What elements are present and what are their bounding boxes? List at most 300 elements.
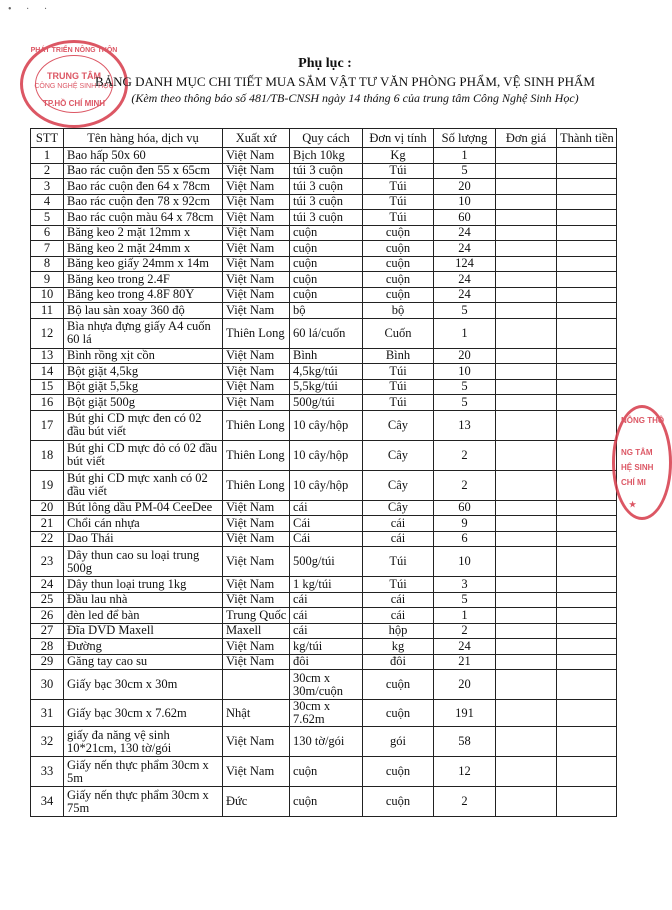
cell-spec: kg/túi	[290, 639, 363, 655]
cell-spec: cái	[290, 592, 363, 608]
cell-stt: 2	[31, 163, 64, 179]
table-row	[31, 318, 617, 348]
cell-total	[557, 179, 617, 195]
cell-origin: Việt Nam	[223, 531, 290, 547]
cell-name: Đường	[64, 639, 223, 655]
cell-name: Bao rác cuộn đen 78 x 92cm	[64, 194, 223, 210]
cell-spec: cuộn	[290, 256, 363, 272]
cell-unit-price	[496, 410, 557, 440]
cell-spec: cuộn	[290, 272, 363, 288]
cell-unit-price	[496, 241, 557, 257]
cell-unit: cuộn	[363, 272, 434, 288]
cell-name: Dao Thái	[64, 531, 223, 547]
cell-unit: cái	[363, 592, 434, 608]
side-stamp-text-3: HỆ SINH	[621, 463, 654, 472]
cell-unit-price	[496, 395, 557, 411]
cell-unit-price	[496, 303, 557, 319]
cell-name: Giấy nến thực phẩm 30cm x 75m	[64, 787, 223, 817]
cell-spec: cuộn	[290, 787, 363, 817]
cell-spec: 5,5kg/túi	[290, 379, 363, 395]
cell-total	[557, 516, 617, 532]
cell-quantity: 6	[434, 531, 496, 547]
appendix-note: (Kèm theo thông báo số 481/TB-CNSH ngày 14 tháng 6 của trung tâm Công Nghệ Sinh Học)	[131, 91, 579, 105]
table-row	[31, 395, 617, 411]
cell-quantity: 10	[434, 194, 496, 210]
cell-origin: Việt Nam	[223, 547, 290, 577]
table-row	[31, 256, 617, 272]
cell-unit-price	[496, 727, 557, 757]
cell-stt: 9	[31, 272, 64, 288]
cell-name: Chổi cán nhựa	[64, 516, 223, 532]
cell-stt: 5	[31, 210, 64, 226]
cell-total	[557, 318, 617, 348]
cell-origin: Việt Nam	[223, 194, 290, 210]
cell-unit-price	[496, 210, 557, 226]
cell-unit: hộp	[363, 623, 434, 639]
cell-unit-price	[496, 179, 557, 195]
cell-name: Bộ lau sàn xoay 360 độ	[64, 303, 223, 319]
cell-unit: Túi	[363, 364, 434, 380]
cell-total	[557, 623, 617, 639]
cell-spec: 4,5kg/túi	[290, 364, 363, 380]
table-row	[31, 287, 617, 303]
cell-stt: 26	[31, 608, 64, 624]
header-spec: Quy cách	[290, 129, 363, 148]
cell-total	[557, 348, 617, 364]
table-row	[31, 379, 617, 395]
cell-origin: Đức	[223, 787, 290, 817]
cell-quantity: 1	[434, 318, 496, 348]
cell-unit: cái	[363, 516, 434, 532]
cell-unit: Túi	[363, 547, 434, 577]
cell-unit: đôi	[363, 654, 434, 670]
cell-name: Đĩa DVD Maxell	[64, 623, 223, 639]
cell-unit-price	[496, 318, 557, 348]
cell-unit: cuộn	[363, 670, 434, 700]
cell-quantity: 10	[434, 547, 496, 577]
cell-unit-price	[496, 287, 557, 303]
cell-origin: Việt Nam	[223, 395, 290, 411]
cell-origin: Thiên Long	[223, 318, 290, 348]
cell-unit: cuộn	[363, 757, 434, 787]
cell-name: giấy đa năng vệ sinh 10*21cm, 130 tờ/gói	[64, 727, 223, 757]
cell-quantity: 24	[434, 272, 496, 288]
header-total: Thành tiền	[557, 129, 617, 148]
cell-name: Bút lông dầu PM-04 CeeDee	[64, 500, 223, 516]
cell-spec: cuộn	[290, 757, 363, 787]
cell-total	[557, 727, 617, 757]
cell-quantity: 2	[434, 470, 496, 500]
cell-unit: Túi	[363, 194, 434, 210]
cell-unit-price	[496, 577, 557, 593]
stamp-text-top: PHÁT TRIỂN NÔNG THÔN	[30, 47, 118, 54]
cell-name: Dây thun loại trung 1kg	[64, 577, 223, 593]
cell-spec: cái	[290, 608, 363, 624]
cell-unit-price	[496, 654, 557, 670]
cell-total	[557, 225, 617, 241]
cell-total	[557, 272, 617, 288]
cell-quantity: 5	[434, 395, 496, 411]
cell-unit: cuộn	[363, 700, 434, 727]
table-row	[31, 639, 617, 655]
header-unit: Đơn vị tính	[363, 129, 434, 148]
cell-name: Dây thun cao su loại trung 500g	[64, 547, 223, 577]
cell-spec: 30cm x 30m/cuộn	[290, 670, 363, 700]
cell-spec: 130 tờ/gói	[290, 727, 363, 757]
cell-unit: Túi	[363, 163, 434, 179]
cell-name: Bút ghi CD mực xanh có 02 đầu viết	[64, 470, 223, 500]
cell-stt: 22	[31, 531, 64, 547]
table-row	[31, 241, 617, 257]
cell-stt: 31	[31, 700, 64, 727]
cell-spec: túi 3 cuộn	[290, 163, 363, 179]
cell-spec: 500g/túi	[290, 547, 363, 577]
cell-origin: Việt Nam	[223, 256, 290, 272]
cell-total	[557, 670, 617, 700]
table-row	[31, 440, 617, 470]
cell-total	[557, 531, 617, 547]
cell-origin: Việt Nam	[223, 757, 290, 787]
cell-quantity: 24	[434, 241, 496, 257]
cell-unit: cuộn	[363, 241, 434, 257]
cell-unit-price	[496, 608, 557, 624]
cell-total	[557, 500, 617, 516]
cell-origin: Thiên Long	[223, 440, 290, 470]
cell-origin: Việt Nam	[223, 577, 290, 593]
cell-quantity: 1	[434, 148, 496, 164]
cell-origin: Việt Nam	[223, 654, 290, 670]
cell-name: Bao rác cuộn màu 64 x 78cm	[64, 210, 223, 226]
cell-spec: túi 3 cuộn	[290, 194, 363, 210]
cell-quantity: 2	[434, 623, 496, 639]
cell-unit-price	[496, 592, 557, 608]
cell-total	[557, 364, 617, 380]
cell-total	[557, 592, 617, 608]
cell-spec: cái	[290, 623, 363, 639]
cell-stt: 25	[31, 592, 64, 608]
cell-stt: 33	[31, 757, 64, 787]
cell-name: Bút ghi CD mực đen có 02 đầu bút viết	[64, 410, 223, 440]
side-stamp-text-4: CHÍ MI	[621, 478, 646, 487]
cell-stt: 12	[31, 318, 64, 348]
cell-unit-price	[496, 516, 557, 532]
cell-unit-price	[496, 163, 557, 179]
cell-origin: Việt Nam	[223, 639, 290, 655]
cell-origin: Việt Nam	[223, 210, 290, 226]
cell-unit: kg	[363, 639, 434, 655]
table-row	[31, 500, 617, 516]
header-name: Tên hàng hóa, dịch vụ	[64, 129, 223, 148]
cell-spec: đôi	[290, 654, 363, 670]
items-table	[30, 128, 617, 817]
cell-origin: Việt Nam	[223, 225, 290, 241]
cell-origin: Trung Quốc	[223, 608, 290, 624]
cell-spec: cuộn	[290, 225, 363, 241]
cell-quantity: 24	[434, 639, 496, 655]
cell-total	[557, 608, 617, 624]
cell-quantity: 20	[434, 670, 496, 700]
cell-spec: 10 cây/hộp	[290, 440, 363, 470]
cell-stt: 32	[31, 727, 64, 757]
cell-name: Bao rác cuộn đen 55 x 65cm	[64, 163, 223, 179]
cell-name: đèn led để bàn	[64, 608, 223, 624]
cell-unit-price	[496, 757, 557, 787]
cell-unit: Túi	[363, 210, 434, 226]
table-row	[31, 163, 617, 179]
stamp-text-middle: CÔNG NGHỆ SINH HỌC	[34, 83, 114, 90]
cell-origin: Thiên Long	[223, 470, 290, 500]
table-row	[31, 194, 617, 210]
table-row	[31, 348, 617, 364]
cell-quantity: 58	[434, 727, 496, 757]
cell-origin: Việt Nam	[223, 379, 290, 395]
cell-name: Bút ghi CD mực đỏ có 02 đầu bút viết	[64, 440, 223, 470]
cell-quantity: 5	[434, 379, 496, 395]
cell-stt: 11	[31, 303, 64, 319]
cell-origin: Thiên Long	[223, 410, 290, 440]
cell-quantity: 3	[434, 577, 496, 593]
cell-stt: 20	[31, 500, 64, 516]
cell-origin	[223, 670, 290, 700]
cell-origin: Việt Nam	[223, 364, 290, 380]
cell-stt: 23	[31, 547, 64, 577]
cell-spec: Cái	[290, 516, 363, 532]
cell-unit: Bình	[363, 348, 434, 364]
cell-unit: Kg	[363, 148, 434, 164]
cell-total	[557, 148, 617, 164]
table-row	[31, 516, 617, 532]
header-unit-price: Đơn giá	[496, 129, 557, 148]
cell-unit-price	[496, 470, 557, 500]
cell-spec: 500g/túi	[290, 395, 363, 411]
cell-unit-price	[496, 348, 557, 364]
appendix-title: Phụ lục :	[298, 56, 352, 71]
cell-total	[557, 379, 617, 395]
cell-origin: Việt Nam	[223, 348, 290, 364]
cell-origin: Việt Nam	[223, 241, 290, 257]
table-row	[31, 547, 617, 577]
cell-spec: 10 cây/hộp	[290, 470, 363, 500]
table-row	[31, 531, 617, 547]
cell-stt: 4	[31, 194, 64, 210]
cell-spec: 10 cây/hộp	[290, 410, 363, 440]
cell-name: Băng keo trong 2.4F	[64, 272, 223, 288]
table-row	[31, 787, 617, 817]
cell-stt: 28	[31, 639, 64, 655]
header-origin: Xuất xứ	[223, 129, 290, 148]
cell-spec: Cái	[290, 531, 363, 547]
cell-stt: 17	[31, 410, 64, 440]
cell-quantity: 13	[434, 410, 496, 440]
cell-stt: 1	[31, 148, 64, 164]
cell-total	[557, 395, 617, 411]
cell-total	[557, 787, 617, 817]
cell-name: Băng keo giấy 24mm x 14m	[64, 256, 223, 272]
cell-stt: 10	[31, 287, 64, 303]
cell-stt: 19	[31, 470, 64, 500]
cell-unit: cái	[363, 608, 434, 624]
table-row	[31, 272, 617, 288]
cell-unit-price	[496, 787, 557, 817]
cell-quantity: 10	[434, 364, 496, 380]
table-row	[31, 303, 617, 319]
cell-quantity: 5	[434, 163, 496, 179]
side-stamp	[612, 405, 672, 520]
cell-name: Đầu lau nhà	[64, 592, 223, 608]
appendix-subtitle: BẢNG DANH MỤC CHI TIẾT MUA SẮM VẬT TƯ VĂN PHÒNG PHẨM, VỆ SINH PHẨM	[95, 74, 595, 89]
cell-total	[557, 440, 617, 470]
cell-unit-price	[496, 148, 557, 164]
cell-origin: Việt Nam	[223, 272, 290, 288]
cell-spec: Bình	[290, 348, 363, 364]
cell-unit: Túi	[363, 179, 434, 195]
side-stamp-star: ★	[629, 500, 637, 509]
cell-unit: cái	[363, 531, 434, 547]
table-row	[31, 577, 617, 593]
cell-name: Bột giặt 5,5kg	[64, 379, 223, 395]
document-header	[0, 56, 650, 106]
cell-stt: 34	[31, 787, 64, 817]
cell-unit-price	[496, 364, 557, 380]
cell-quantity: 24	[434, 287, 496, 303]
cell-spec: 1 kg/túi	[290, 577, 363, 593]
cell-quantity: 9	[434, 516, 496, 532]
header-stt: STT	[31, 129, 64, 148]
cell-unit-price	[496, 225, 557, 241]
table-row	[31, 225, 617, 241]
cell-origin: Việt Nam	[223, 163, 290, 179]
cell-total	[557, 654, 617, 670]
cell-quantity: 21	[434, 654, 496, 670]
cell-total	[557, 194, 617, 210]
cell-total	[557, 470, 617, 500]
cell-total	[557, 639, 617, 655]
cell-stt: 30	[31, 670, 64, 700]
header-quantity: Số lượng	[434, 129, 496, 148]
cell-unit: Cây	[363, 470, 434, 500]
cell-total	[557, 700, 617, 727]
cell-origin: Việt Nam	[223, 179, 290, 195]
cell-stt: 6	[31, 225, 64, 241]
cell-total	[557, 287, 617, 303]
cell-origin: Việt Nam	[223, 303, 290, 319]
table-row	[31, 592, 617, 608]
table-row	[31, 757, 617, 787]
cell-spec: túi 3 cuộn	[290, 210, 363, 226]
table-row	[31, 210, 617, 226]
cell-unit-price	[496, 547, 557, 577]
cell-name: Băng keo 2 mặt 24mm x	[64, 241, 223, 257]
cell-unit: cuộn	[363, 287, 434, 303]
cell-unit: bộ	[363, 303, 434, 319]
table-row	[31, 364, 617, 380]
cell-stt: 21	[31, 516, 64, 532]
cell-total	[557, 241, 617, 257]
cell-stt: 29	[31, 654, 64, 670]
cell-stt: 7	[31, 241, 64, 257]
cell-name: Bột giặt 4,5kg	[64, 364, 223, 380]
cell-unit: cuộn	[363, 256, 434, 272]
cell-unit-price	[496, 670, 557, 700]
cell-unit: Cây	[363, 500, 434, 516]
cell-unit-price	[496, 272, 557, 288]
cell-name: Băng keo 2 mặt 12mm x	[64, 225, 223, 241]
cell-name: Giấy bạc 30cm x 30m	[64, 670, 223, 700]
cell-total	[557, 547, 617, 577]
cell-origin: Maxell	[223, 623, 290, 639]
cell-origin: Việt Nam	[223, 727, 290, 757]
cell-name: Giấy nến thực phẩm 30cm x 5m	[64, 757, 223, 787]
cell-stt: 16	[31, 395, 64, 411]
cell-total	[557, 577, 617, 593]
table-row	[31, 179, 617, 195]
table-row	[31, 470, 617, 500]
cell-quantity: 60	[434, 500, 496, 516]
cell-unit-price	[496, 500, 557, 516]
table-row	[31, 700, 617, 727]
cell-name: Bao hấp 50x 60	[64, 148, 223, 164]
cell-spec: 30cm x 7.62m	[290, 700, 363, 727]
cell-origin: Nhật	[223, 700, 290, 727]
cell-unit-price	[496, 639, 557, 655]
cell-unit-price	[496, 700, 557, 727]
cell-origin: Việt Nam	[223, 500, 290, 516]
table-row	[31, 727, 617, 757]
cell-unit: Túi	[363, 379, 434, 395]
cell-unit: cuộn	[363, 225, 434, 241]
cell-spec: cái	[290, 500, 363, 516]
cell-stt: 24	[31, 577, 64, 593]
stamp-text-center: TRUNG TÂM	[47, 71, 101, 81]
cell-stt: 27	[31, 623, 64, 639]
cell-origin: Việt Nam	[223, 148, 290, 164]
cell-unit: Túi	[363, 395, 434, 411]
cell-quantity: 2	[434, 787, 496, 817]
cell-name: Giấy bạc 30cm x 7.62m	[64, 700, 223, 727]
table-row	[31, 654, 617, 670]
cell-unit: Cây	[363, 440, 434, 470]
cell-unit: Cây	[363, 410, 434, 440]
cell-unit-price	[496, 194, 557, 210]
table-row	[31, 410, 617, 440]
cell-quantity: 60	[434, 210, 496, 226]
cell-unit-price	[496, 379, 557, 395]
table-body	[31, 148, 617, 817]
cell-total	[557, 410, 617, 440]
cell-total	[557, 303, 617, 319]
cell-origin: Việt Nam	[223, 287, 290, 303]
table-row	[31, 148, 617, 164]
table-row	[31, 608, 617, 624]
table-header-row	[31, 129, 617, 148]
cell-total	[557, 163, 617, 179]
cell-unit: gói	[363, 727, 434, 757]
side-stamp-text-2: NG TÂM	[621, 448, 653, 457]
cell-quantity: 12	[434, 757, 496, 787]
cell-unit-price	[496, 531, 557, 547]
cell-unit-price	[496, 623, 557, 639]
cell-quantity: 5	[434, 303, 496, 319]
cell-quantity: 20	[434, 179, 496, 195]
cell-unit-price	[496, 256, 557, 272]
cell-quantity: 191	[434, 700, 496, 727]
cell-total	[557, 757, 617, 787]
cell-quantity: 5	[434, 592, 496, 608]
cell-stt: 15	[31, 379, 64, 395]
cell-name: Băng keo trong 4.8F 80Y	[64, 287, 223, 303]
cell-origin: Việt Nam	[223, 592, 290, 608]
cell-spec: bộ	[290, 303, 363, 319]
